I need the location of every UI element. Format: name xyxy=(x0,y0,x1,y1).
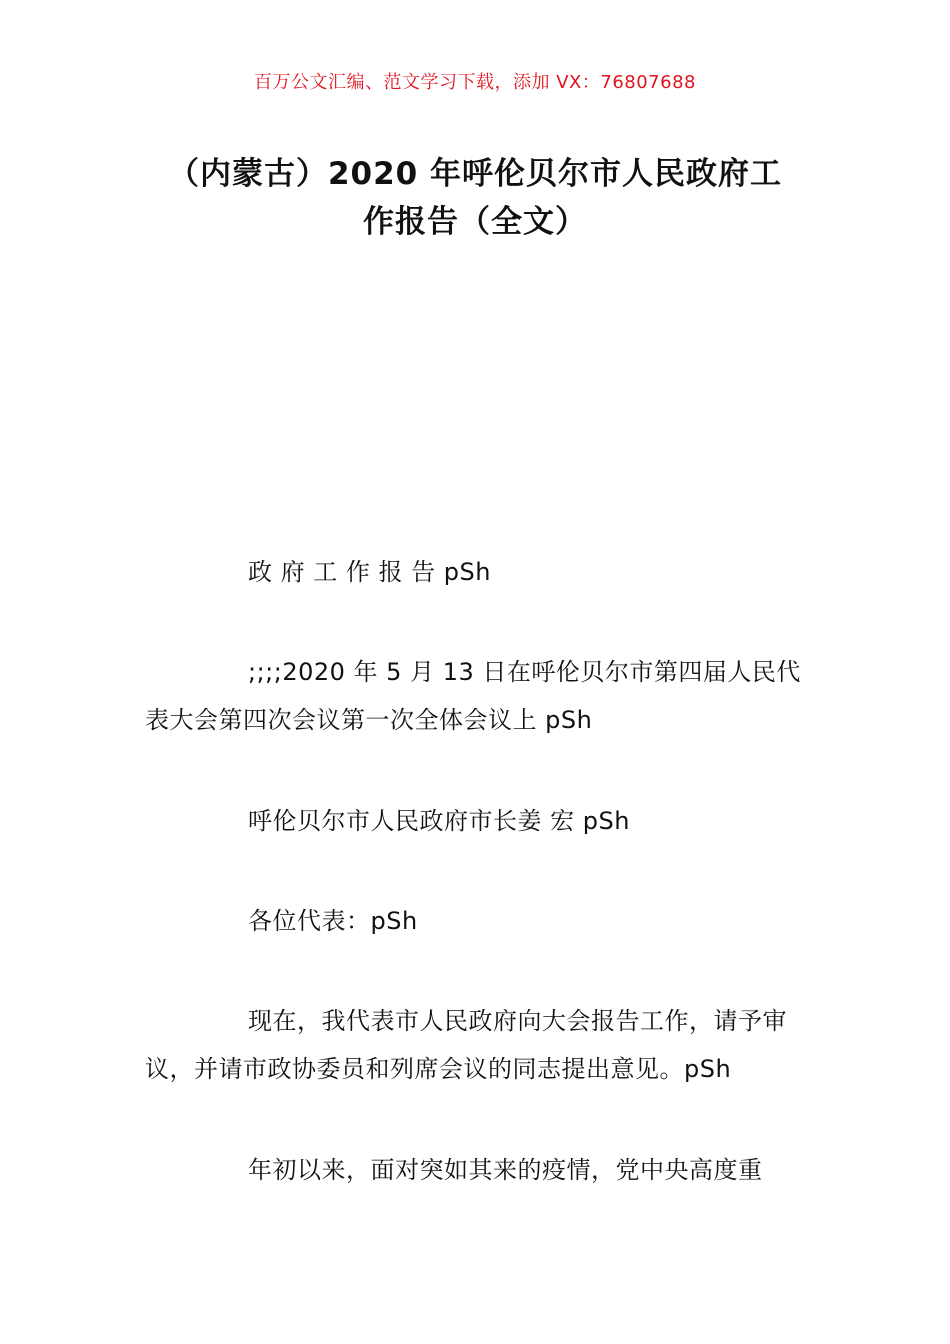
title-line-2: 作报告（全文） xyxy=(363,204,587,240)
meeting-date-line: ;;;;2020 年 5 月 13 日在呼伦贝尔市第四届人民代表大会第四次会议第一次全体会议上 pSh xyxy=(145,658,801,734)
report-heading: 政 府 工 作 报 告 pSh xyxy=(248,558,491,586)
document-title xyxy=(140,150,810,246)
watermark-header-note: 百万公文汇编、范文学习下载，添加 VX：76807688 xyxy=(254,72,696,93)
salutation: 各位代表：pSh xyxy=(248,907,418,935)
title-line-1: （内蒙古）2020 年呼伦贝尔市人民政府工 xyxy=(167,156,783,192)
opening-paragraph: 现在，我代表市人民政府向大会报告工作，请予审议，并请市政协委员和列席会议的同志提出意见。pSh xyxy=(145,1007,787,1083)
body-paragraph: 年初以来，面对突如其来的疫情，党中央高度重 xyxy=(248,1156,763,1184)
mayor-byline: 呼伦贝尔市人民政府市长姜 宏 pSh xyxy=(248,807,630,835)
